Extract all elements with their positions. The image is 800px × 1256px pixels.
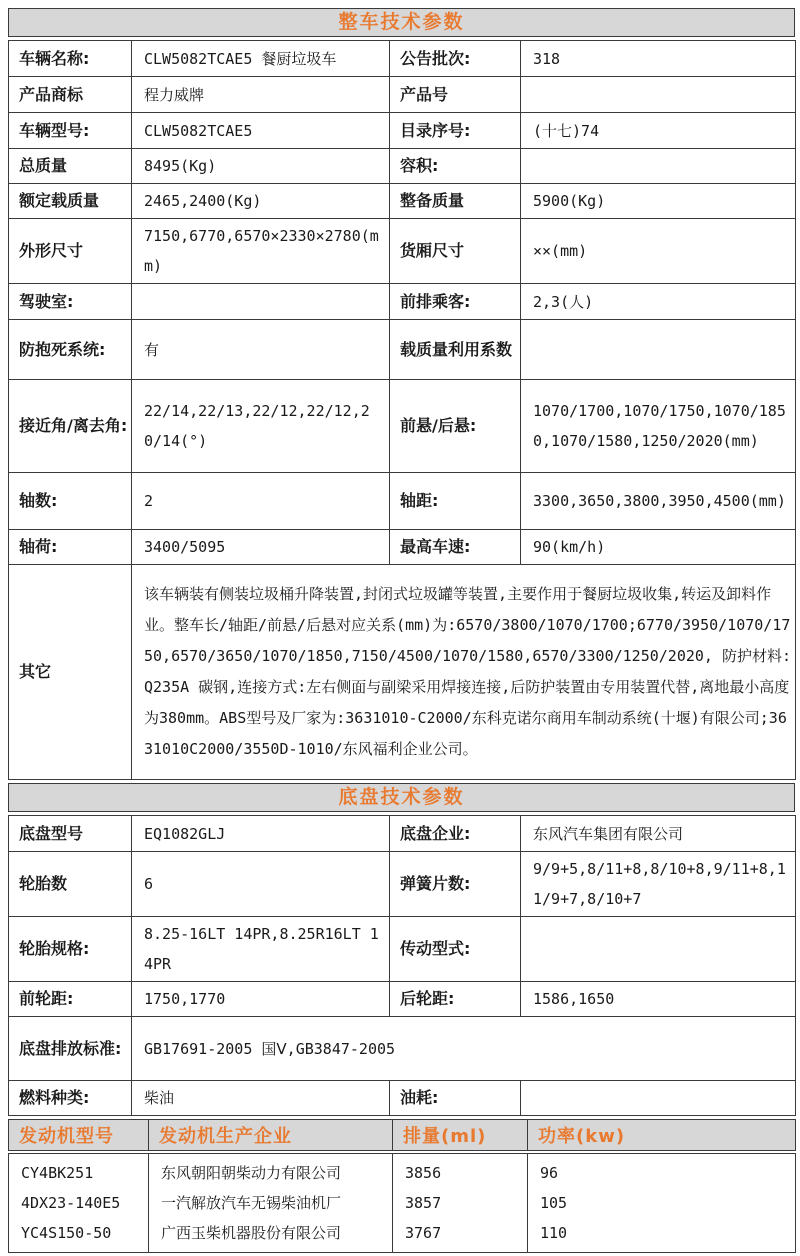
spec-value: 8.25-16LT 14PR,8.25R16LT 14PR [132, 917, 390, 982]
engine-displacements-cell [393, 1154, 528, 1253]
table-row [9, 113, 796, 149]
spec-value: 3400/5095 [132, 530, 390, 565]
spec-value: 1586,1650 [521, 982, 796, 1017]
spec-value [521, 320, 796, 380]
spec-value [521, 149, 796, 184]
spec-label: 轴距: [390, 473, 521, 530]
engine-displacement: 3767 [405, 1224, 442, 1242]
engine-body-table [8, 1153, 796, 1253]
spec-label: 前轮距: [9, 982, 132, 1017]
spec-value: 6 [132, 852, 390, 917]
spec-label: 产品商标 [9, 77, 132, 113]
spec-label: 轴荷: [9, 530, 132, 565]
table-row [9, 380, 796, 473]
spec-label: 弹簧片数: [390, 852, 521, 917]
table-row-other [9, 565, 796, 780]
spec-label: 轮胎数 [9, 852, 132, 917]
spec-label: 前排乘客: [390, 284, 521, 320]
spec-label: 前悬/后悬: [390, 380, 521, 473]
spec-label: 轴数: [9, 473, 132, 530]
engine-header-table [8, 1119, 796, 1151]
spec-value [521, 77, 796, 113]
spec-value: 程力威牌 [132, 77, 390, 113]
spec-label: 额定载质量 [9, 184, 132, 219]
engine-manufacturer: 东风朝阳朝柴动力有限公司 [161, 1164, 342, 1182]
spec-value: EQ1082GLJ [132, 816, 390, 852]
spec-value: 有 [132, 320, 390, 380]
spec-label: 外形尺寸 [9, 219, 132, 284]
engine-col-manufacturer: 发动机生产企业 [149, 1120, 393, 1151]
engine-model: 4DX23-140E5 [21, 1194, 121, 1212]
spec-value: ××(mm) [521, 219, 796, 284]
spec-label: 其它 [9, 565, 132, 780]
spec-label: 传动型式: [390, 917, 521, 982]
table-row [9, 816, 796, 852]
engine-header-row [9, 1120, 796, 1151]
spec-label: 燃料种类: [9, 1081, 132, 1116]
spec-value: 柴油 [132, 1081, 390, 1116]
spec-label: 总质量 [9, 149, 132, 184]
spec-label: 底盘型号 [9, 816, 132, 852]
engine-models-cell [9, 1154, 149, 1253]
spec-value: 2,3(人) [521, 284, 796, 320]
spec-label: 防抱死系统: [9, 320, 132, 380]
spec-label: 整备质量 [390, 184, 521, 219]
spec-value: 5900(Kg) [521, 184, 796, 219]
spec-label: 最高车速: [390, 530, 521, 565]
spec-label: 油耗: [390, 1081, 521, 1116]
spec-label: 后轮距: [390, 982, 521, 1017]
spec-value: 1750,1770 [132, 982, 390, 1017]
spec-value: 3300,3650,3800,3950,4500(mm) [521, 473, 796, 530]
table-row [9, 530, 796, 565]
spec-value: 1070/1700,1070/1750,1070/1850,1070/1580,1250/2020(mm) [521, 380, 796, 473]
vehicle-spec-table [8, 40, 796, 780]
engine-power: 96 [540, 1164, 559, 1182]
spec-label: 车辆型号: [9, 113, 132, 149]
spec-label: 容积: [390, 149, 521, 184]
table-row [9, 284, 796, 320]
spec-label: 轮胎规格: [9, 917, 132, 982]
engine-manufacturer: 广西玉柴机器股份有限公司 [161, 1224, 342, 1242]
spec-label: 底盘企业: [390, 816, 521, 852]
table-row [9, 917, 796, 982]
spec-label: 产品号 [390, 77, 521, 113]
spec-value: 7150,6770,6570×2330×2780(mm) [132, 219, 390, 284]
table-row [9, 149, 796, 184]
table-row [9, 473, 796, 530]
engine-manufacturer: 一汽解放汽车无锡柴油机厂 [161, 1194, 342, 1212]
spec-value [521, 917, 796, 982]
engine-displacement: 3856 [405, 1164, 442, 1182]
table-row [9, 184, 796, 219]
engine-model: CY4BK251 [21, 1164, 94, 1182]
engine-model: YC4S150-50 [21, 1224, 112, 1242]
spec-value: 318 [521, 41, 796, 77]
spec-value [132, 284, 390, 320]
engine-power: 105 [540, 1194, 568, 1212]
table-row-emission [9, 1017, 796, 1081]
spec-value: 22/14,22/13,22/12,22/12,20/14(°) [132, 380, 390, 473]
spec-label: 货厢尺寸 [390, 219, 521, 284]
spec-value-other: 该车辆装有侧装垃圾桶升降装置,封闭式垃圾罐等装置,主要作用于餐厨垃圾收集,转运及卸料作业。整车长/轴距/前悬/后悬对应关系(mm)为:6570/3800/1070/1700;6770/3950/1070/1750,6570/3650/1070/1850,7150/4500/1070/1580,6570/3300/1250/2020, 防护材料:Q235A 碳钢,连接方式:左右侧面与副梁采用焊接连接,后防护装置由专用装置代替,离地最小高度为380mm。ABS型号及厂家为:3631010-C2000/东科克诺尔商用车制动系统(十堰)有限公司;3631010C2000/3550D-1010/东风福利企业公司。 [132, 565, 796, 780]
engine-manufacturers-cell [149, 1154, 393, 1253]
engine-col-model: 发动机型号 [9, 1120, 149, 1151]
spec-value: (十七)74 [521, 113, 796, 149]
table-row [9, 77, 796, 113]
spec-value: 2 [132, 473, 390, 530]
spec-value-emission: GB17691-2005 国Ⅴ,GB3847-2005 [132, 1017, 796, 1081]
spec-label: 目录序号: [390, 113, 521, 149]
spec-label: 底盘排放标准: [9, 1017, 132, 1081]
spec-value: 9/9+5,8/11+8,8/10+8,9/11+8,11/9+7,8/10+7 [521, 852, 796, 917]
spec-value: 8495(Kg) [132, 149, 390, 184]
engine-body-row [9, 1154, 796, 1253]
engine-powers-cell [528, 1154, 796, 1253]
section-header-chassis: 底盘技术参数 [8, 783, 795, 812]
table-row [9, 320, 796, 380]
table-row [9, 852, 796, 917]
spec-value [521, 1081, 796, 1116]
table-row [9, 219, 796, 284]
table-row [9, 41, 796, 77]
spec-label: 车辆名称: [9, 41, 132, 77]
spec-value: 2465,2400(Kg) [132, 184, 390, 219]
spec-value: CLW5082TCAE5 餐厨垃圾车 [132, 41, 390, 77]
chassis-spec-table [8, 815, 796, 1116]
engine-displacement: 3857 [405, 1194, 442, 1212]
engine-power: 110 [540, 1224, 568, 1242]
spec-value: 90(km/h) [521, 530, 796, 565]
table-row [9, 982, 796, 1017]
spec-label: 公告批次: [390, 41, 521, 77]
spec-label: 驾驶室: [9, 284, 132, 320]
engine-col-displacement: 排量(ml) [393, 1120, 528, 1151]
engine-col-power: 功率(kw) [528, 1120, 796, 1151]
spec-sheet [8, 8, 795, 1256]
table-row [9, 1081, 796, 1116]
section-header-vehicle: 整车技术参数 [8, 8, 795, 37]
spec-label: 接近角/离去角: [9, 380, 132, 473]
spec-value: 东风汽车集团有限公司 [521, 816, 796, 852]
spec-label: 载质量利用系数 [390, 320, 521, 380]
spec-value: CLW5082TCAE5 [132, 113, 390, 149]
